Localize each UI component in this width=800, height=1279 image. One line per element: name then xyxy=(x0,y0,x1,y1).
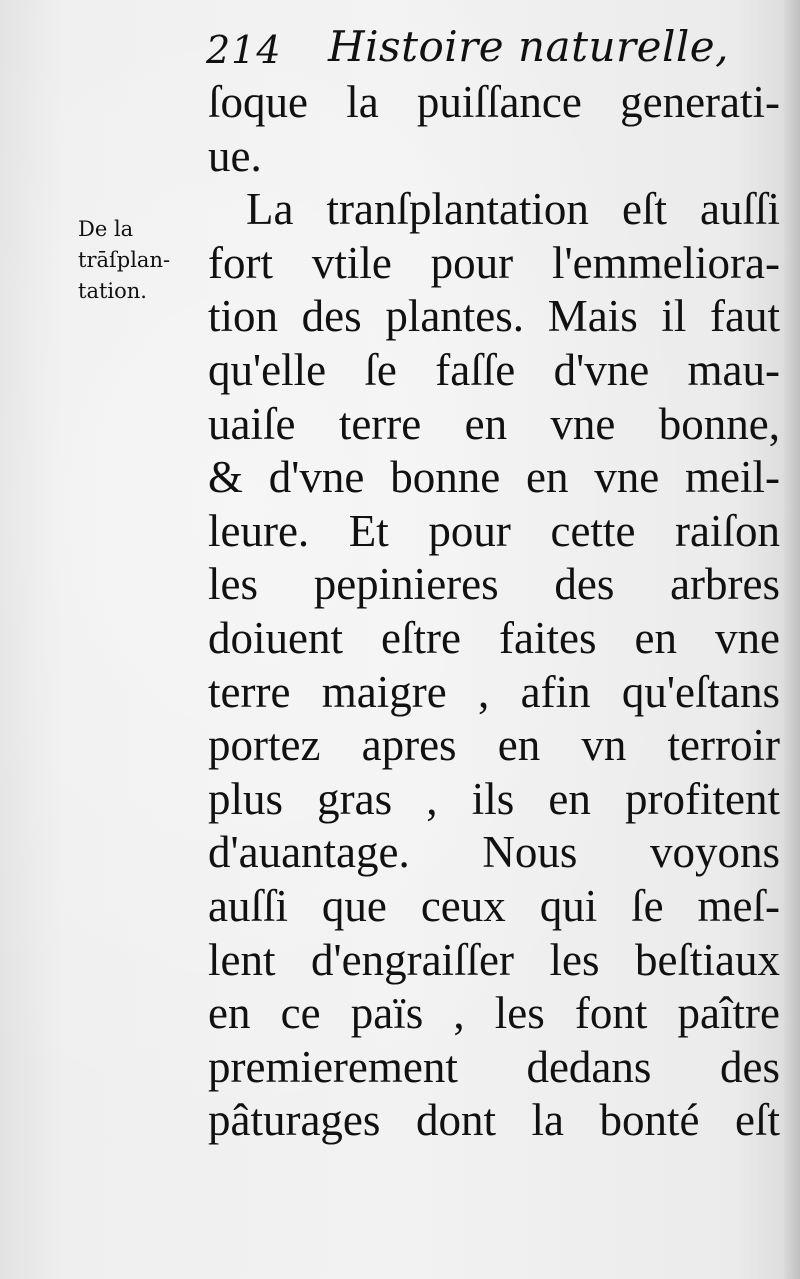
text-line: portez apres en vn terroir xyxy=(208,720,780,771)
text-line: ue. xyxy=(208,130,262,181)
text-line: tion des plantes. Mais il faut xyxy=(208,291,780,342)
text-line: ſoque la puiſſance generati- xyxy=(208,77,780,127)
text-line: d'auantage. Nous voyons xyxy=(208,827,780,878)
text-line: & d'vne bonne en vne meil- xyxy=(208,452,780,503)
text-line: en ce païs , les font paître xyxy=(208,988,780,1039)
text-line: qu'elle ſe faſſe d'vne mau- xyxy=(208,344,780,395)
margin-note-line: tation. xyxy=(78,279,147,303)
text-line: les pepinieres des arbres xyxy=(208,559,780,610)
margin-note xyxy=(78,214,200,307)
text-line: uaiſe terre en vne bonne, xyxy=(208,398,780,449)
text-line: terre maigre , afin qu'eſtans xyxy=(208,666,780,717)
margin-note-line: trāſplan- xyxy=(78,248,171,272)
text-line: fort vtile pour l'emmeliora- xyxy=(208,237,780,288)
running-title: Histoire naturelle, xyxy=(328,22,730,71)
margin-note-line: De la xyxy=(78,217,134,241)
page-edge-shadow xyxy=(782,0,800,1279)
text-line: premierement dedans des xyxy=(208,1041,780,1092)
text-line: pâturages dont la bonté eſt xyxy=(208,1095,780,1146)
page-number: 214 xyxy=(206,28,282,72)
text-line: plus gras , ils en profitent xyxy=(208,773,780,824)
text-line: La tranſplantation eſt auſſi xyxy=(246,184,780,235)
text-line: lent d'engraiſſer les beſtiaux xyxy=(208,934,780,985)
text-line: doiuent eſtre faites en vne xyxy=(208,612,780,663)
text-line: leure. Et pour cette raiſon xyxy=(208,505,780,556)
text-line: auſſi que ceux qui ſe meſ- xyxy=(208,880,780,931)
body-text xyxy=(208,76,780,1148)
